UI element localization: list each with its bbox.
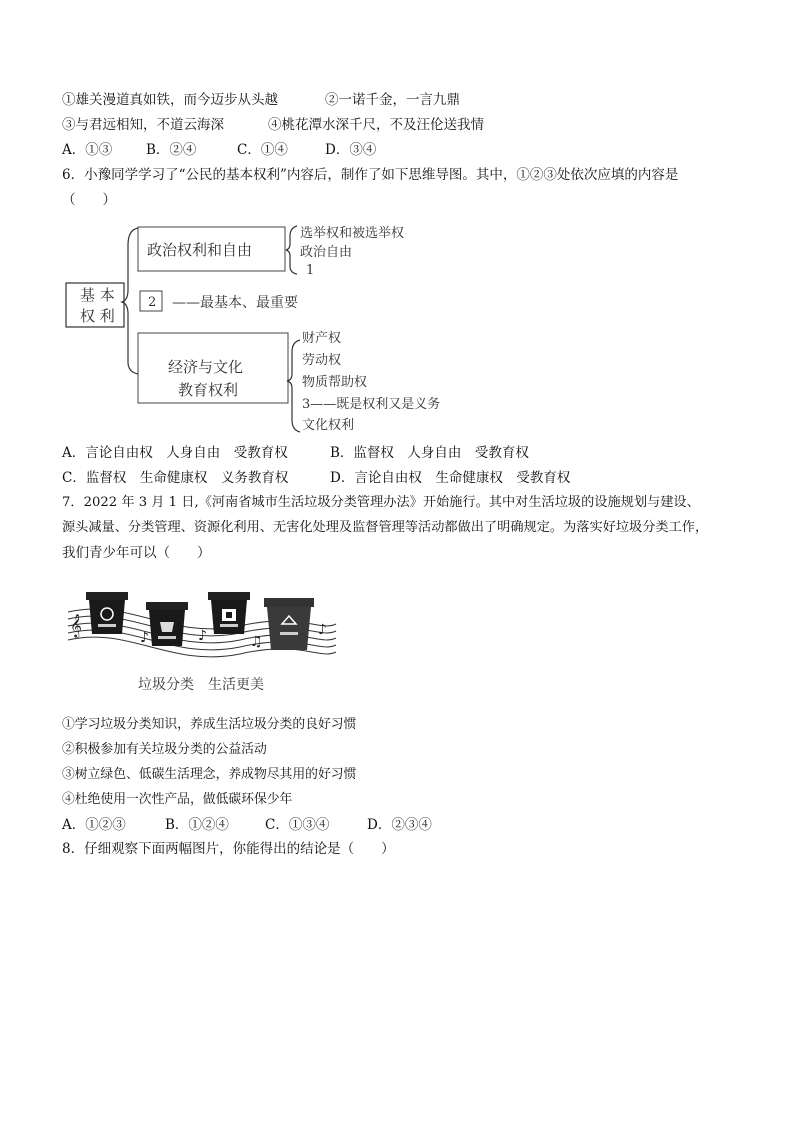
mindmap-branch2-marker: 2 xyxy=(148,295,157,310)
mindmap-branch3-item2: 劳动权 xyxy=(302,353,342,368)
music-note-icon: ♪ xyxy=(198,628,207,644)
q5-option-d[interactable]: D．③④ xyxy=(325,142,377,158)
q5-option-a[interactable]: A．①③ xyxy=(62,142,113,158)
q7-stem-line2: 源头减量、分类管理、资源化利用、无害化处理及监督管理等活动都做出了明确规定。为落实好垃圾分类工作， xyxy=(62,520,709,535)
q5-statement-1: ①雄关漫道真如铁，而今迈步从头越 xyxy=(62,92,278,108)
q5-option-c[interactable]: C．①④ xyxy=(237,142,288,158)
mindmap-root-line1: 基 本 xyxy=(80,286,115,304)
mindmap-branch1-item1: 选举权和被选举权 xyxy=(300,226,405,241)
mindmap-root-line2: 权 利 xyxy=(80,307,115,325)
mindmap-branch1-item2: 政治自由 xyxy=(300,245,353,260)
q7-statement-4: ④杜绝使用一次性产品，做低碳环保少年 xyxy=(62,792,293,807)
q8-stem: 8．仔细观察下面两幅图片，你能得出的结论是（ ） xyxy=(62,841,395,857)
mindmap-branch1-item3: 1 xyxy=(306,263,315,278)
q7-statement-2: ②积极参加有关垃圾分类的公益活动 xyxy=(62,742,267,757)
mindmap-branch3-item4: 3——既是权利又是义务 xyxy=(302,397,441,412)
q6-stem: 6．小豫同学学习了“公民的基本权利”内容后，制作了如下思维导图。其中，①②③处依次应填的内容是 xyxy=(62,167,679,183)
q5-statement-3: ③与君远相知，不道云海深 xyxy=(62,117,224,133)
trash-bin-recyclable-icon xyxy=(86,592,128,634)
q7-stem-line3: 我们青少年可以（ ） xyxy=(62,545,211,561)
mindmap-branch3-line2: 教育权利 xyxy=(178,381,239,399)
mindmap-branch1: 政治权利和自由 xyxy=(147,241,253,259)
image-caption: 垃圾分类 生活更美 xyxy=(138,677,264,693)
q7-statement-1: ①学习垃圾分类知识，养成生活垃圾分类的良好习惯 xyxy=(62,717,357,732)
treble-clef-icon: 𝄞 xyxy=(70,613,82,637)
q7-option-d[interactable]: D．②③④ xyxy=(367,817,432,833)
mindmap-branch3-item3: 物质帮助权 xyxy=(302,375,368,390)
music-note-icon: ♫ xyxy=(250,634,263,650)
q6-option-c[interactable]: C．监督权 生命健康权 义务教育权 xyxy=(62,470,289,486)
music-note-icon: ♪ xyxy=(318,622,327,638)
q7-option-c[interactable]: C．①③④ xyxy=(265,817,330,833)
q5-option-b[interactable]: B．②④ xyxy=(146,142,197,158)
q7-statement-3: ③树立绿色、低碳生活理念，养成物尽其用的好习惯 xyxy=(62,767,357,782)
q6-option-a[interactable]: A．言论自由权 人身自由 受教育权 xyxy=(62,445,288,461)
mindmap-branch3-item1: 财产权 xyxy=(302,331,342,346)
q7-option-b[interactable]: B．①②④ xyxy=(165,817,229,833)
trash-bin-other-icon xyxy=(264,598,314,650)
q5-statement-4: ④桃花潭水深千尺，不及汪伦送我情 xyxy=(268,117,484,133)
q5-statement-2: ②一诺千金，一言九鼎 xyxy=(325,92,460,108)
q6-paren: （ ） xyxy=(62,192,116,208)
trash-bin-kitchen-icon xyxy=(146,602,188,646)
mindmap-branch3-item5: 文化权利 xyxy=(302,418,355,433)
trash-bin-hazardous-icon xyxy=(208,592,250,634)
q6-option-b[interactable]: B．监督权 人身自由 受教育权 xyxy=(330,445,529,461)
q7-option-a[interactable]: A．①②③ xyxy=(62,817,126,833)
music-note-icon: ♪ xyxy=(140,630,149,646)
mindmap-branch3-line1: 经济与文化 xyxy=(168,358,244,376)
q6-option-d[interactable]: D．言论自由权 生命健康权 受教育权 xyxy=(330,470,571,486)
mindmap-branch2-text: ——最基本、最重要 xyxy=(172,295,298,311)
q7-stem-line1: 7．2022 年 3 月 1 日,《河南省城市生活垃圾分类管理办法》开始施行。其中对生活垃圾的设施规划与建设、 xyxy=(62,495,700,510)
